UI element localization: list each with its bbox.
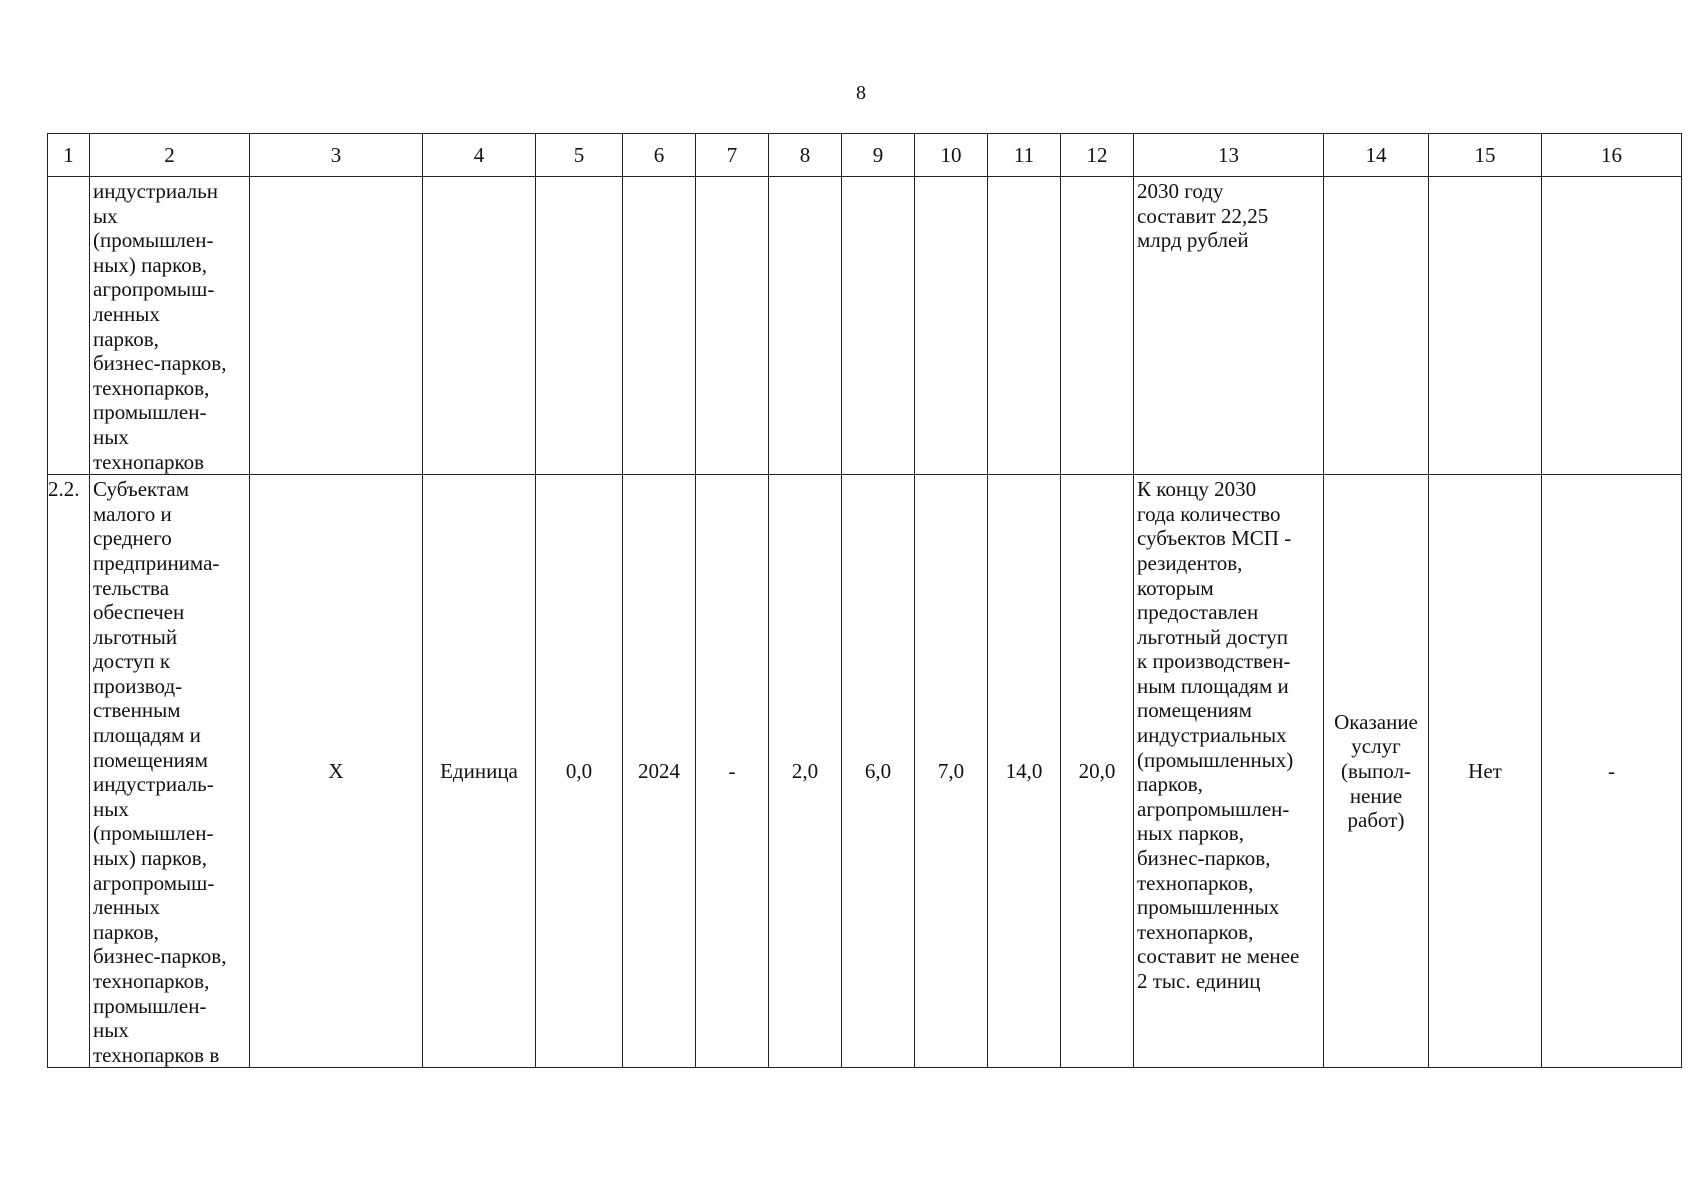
header-cell: 9	[842, 134, 915, 177]
header-cell: 16	[1542, 134, 1682, 177]
header-cell: 1	[48, 134, 90, 177]
table-cell	[48, 475, 90, 1068]
table-cell	[250, 177, 423, 475]
header-cell: 8	[769, 134, 842, 177]
table-cell	[48, 177, 90, 475]
header-cell: 2	[90, 134, 250, 177]
table-cell	[1134, 475, 1324, 1068]
header-cell: 13	[1134, 134, 1324, 177]
description-continuation: 2030 году составит 22,25 млрд рублей	[1137, 179, 1269, 253]
table-cell	[536, 177, 623, 475]
row-number: 2.2.	[48, 477, 80, 502]
base-value-cell: 0,0	[536, 475, 623, 1068]
base-year-cell: 2024	[623, 475, 696, 1068]
header-cell: 11	[988, 134, 1061, 177]
value-cell: 2,0	[769, 475, 842, 1068]
table-cell: Нет	[1429, 475, 1542, 1068]
header-cell: 15	[1429, 134, 1542, 177]
table-row-2-2	[48, 475, 1682, 1068]
table-cell	[769, 177, 842, 475]
table-cell	[1429, 177, 1542, 475]
indicator-description: К концу 2030 года количество субъектов МСП - резидентов, которым предоставлен льготный доступ к производствен- ным площадям и помещениям индустриальных (промышленных) парков, агропромышлен- ных парков, бизнес-парков, технопарков, промышленных технопарков, составит не менее 2 тыс. единиц	[1137, 477, 1300, 993]
header-cell: 5	[536, 134, 623, 177]
value-cell: 6,0	[842, 475, 915, 1068]
value-cell: 7,0	[915, 475, 988, 1068]
value-cell: -	[696, 475, 769, 1068]
header-cell: 3	[250, 134, 423, 177]
header-cell: 12	[1061, 134, 1134, 177]
unit-cell: Единица	[423, 475, 536, 1068]
indicator-table	[47, 133, 1682, 1068]
table-header-row	[48, 134, 1682, 177]
table-cell	[1324, 177, 1429, 475]
table-cell	[1324, 475, 1429, 1068]
table-cell	[696, 177, 769, 475]
header-cell: 14	[1324, 134, 1429, 177]
table-cell	[90, 475, 250, 1068]
table-cell	[915, 177, 988, 475]
table-cell	[1134, 177, 1324, 475]
value-cell: 14,0	[988, 475, 1061, 1068]
indicator-type: Оказание услуг (выпол- нение работ)	[1334, 709, 1418, 833]
table-cell	[988, 177, 1061, 475]
value-cell: 20,0	[1061, 475, 1134, 1068]
table-cell	[423, 177, 536, 475]
header-cell: 4	[423, 134, 536, 177]
indicator-name-continuation: индустриальн ых (промышлен- ных) парков, агропромыш- ленных парков, бизнес-парков, технопарков, промышлен- ных технопарков	[93, 179, 227, 474]
table-cell	[1542, 177, 1682, 475]
header-cell: 7	[696, 134, 769, 177]
table-row-continuation	[48, 177, 1682, 475]
page-number: 8	[856, 82, 866, 104]
table-cell: -	[1542, 475, 1682, 1068]
table-cell	[1061, 177, 1134, 475]
header-cell: 6	[623, 134, 696, 177]
indicator-name: Субъектам малого и среднего предпринима- тельства обеспечен льготный доступ к производ- ственным площадям и помещениям индустриаль- ных (промышлен- ных) парков, агропромыш- ленных парков, бизнес-парков, технопарков, промышлен- ных технопарков в	[93, 477, 227, 1067]
table-cell: X	[250, 475, 423, 1068]
table-cell	[623, 177, 696, 475]
table-cell	[842, 177, 915, 475]
header-cell: 10	[915, 134, 988, 177]
table-cell	[90, 177, 250, 475]
